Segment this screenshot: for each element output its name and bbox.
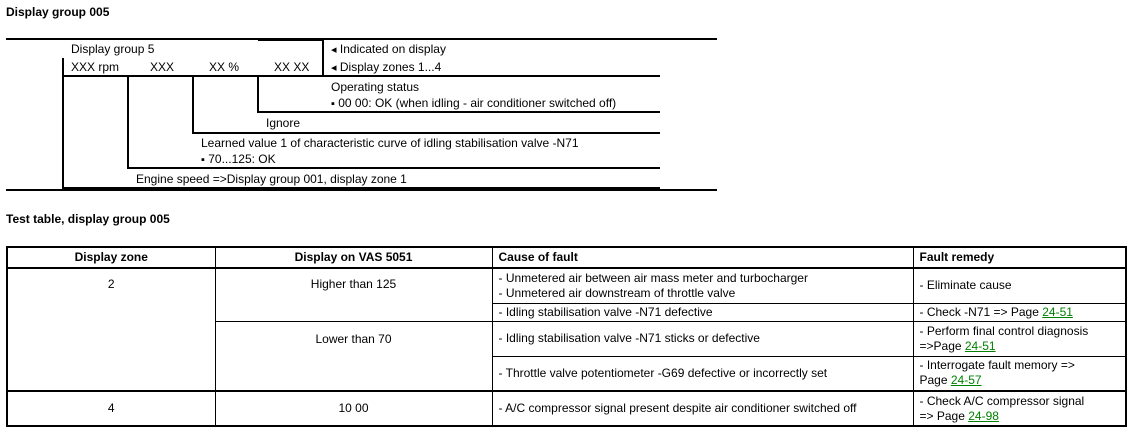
display-cell: Lower than 70: [215, 321, 492, 391]
zone-2-label: XXX: [150, 60, 175, 74]
page-link[interactable]: 24-98: [968, 408, 999, 423]
diagram-vline-1: [62, 58, 64, 189]
diagram-ignore-line: [192, 132, 660, 134]
page-link[interactable]: 24-51: [964, 338, 996, 353]
diagram-op-status-line: [258, 111, 660, 113]
zone-3-label: XX %: [209, 60, 240, 74]
diagram-vline-3: [192, 75, 194, 134]
diagram-top-line: [6, 38, 717, 40]
cause-cell: - Unmetered air between air mass meter and turbocharger - Unmetered air downstream of throttle valve: [492, 268, 913, 303]
bullet-icon: ▪: [201, 154, 205, 166]
zone-cell: 2: [7, 268, 215, 391]
pointer-icon: ◂: [331, 62, 337, 74]
table-title: Test table, display group 005: [6, 212, 170, 226]
diagram-zones-line: [62, 75, 660, 77]
op-status-detail: ▪ 00 00: OK (when idling - air conditioner switched off): [331, 96, 617, 110]
diagram-vline-4: [257, 75, 259, 113]
diagram-learned-line: [127, 167, 660, 169]
page-title: Display group 005: [6, 5, 110, 19]
diagram-bottom-line: [6, 189, 717, 191]
page-link[interactable]: 24-57: [950, 373, 982, 388]
display-cell: 10 00: [215, 391, 492, 426]
learned-detail: ▪ 70...125: OK: [201, 152, 276, 166]
engine-speed-label: Engine speed =>Display group 001, display zone 1: [136, 172, 407, 186]
remedy-cell: - Check A/C compressor signal => Page 24-98: [913, 391, 1126, 426]
table-row: [7, 268, 1126, 303]
zone-1-label: XXX rpm: [71, 60, 120, 74]
diagram-vline-5: [322, 40, 324, 77]
test-table: [6, 246, 1127, 427]
remedy-cell: - Perform final control diagnosis =>Page 24-51: [913, 321, 1126, 356]
header-display-zone: Display zone: [7, 247, 215, 268]
page-link[interactable]: 24-51: [1042, 304, 1073, 319]
ignore-label: Ignore: [266, 116, 301, 130]
pointer-icon: ◂: [331, 44, 337, 56]
group-label: Display group 5: [71, 42, 155, 56]
remedy-cell: - Interrogate fault memory => Page 24-57: [913, 356, 1126, 391]
indicated-note: ◂ Indicated on display: [331, 42, 446, 56]
cause-cell: - Idling stabilisation valve -N71 sticks or defective: [492, 321, 913, 356]
cause-cell: - Idling stabilisation valve -N71 defective: [492, 303, 913, 321]
cause-cell: - A/C compressor signal present despite air conditioner switched off: [492, 391, 913, 426]
diagram-vline-2: [127, 75, 129, 169]
zone-cell: 4: [7, 391, 215, 426]
display-zones-note: ◂ Display zones 1...4: [331, 60, 442, 74]
header-display-vas: Display on VAS 5051: [215, 247, 492, 268]
op-status-title: Operating status: [331, 80, 420, 94]
cause-cell: - Throttle valve potentiometer -G69 defective or incorrectly set: [492, 356, 913, 391]
header-remedy: Fault remedy: [913, 247, 1126, 268]
header-cause: Cause of fault: [492, 247, 913, 268]
learned-title: Learned value 1 of characteristic curve of idling stabilisation valve -N71: [201, 136, 579, 150]
table-row: [7, 391, 1126, 426]
display-cell: Higher than 125: [215, 268, 492, 321]
remedy-cell: - Check -N71 => Page 24-51: [913, 303, 1126, 321]
table-header-row: [7, 247, 1126, 268]
diagram-zone4-top: [258, 40, 322, 41]
zone-4-label: XX XX: [274, 60, 310, 74]
remedy-cell: - Eliminate cause: [913, 268, 1126, 303]
bullet-icon: ▪: [331, 98, 335, 110]
